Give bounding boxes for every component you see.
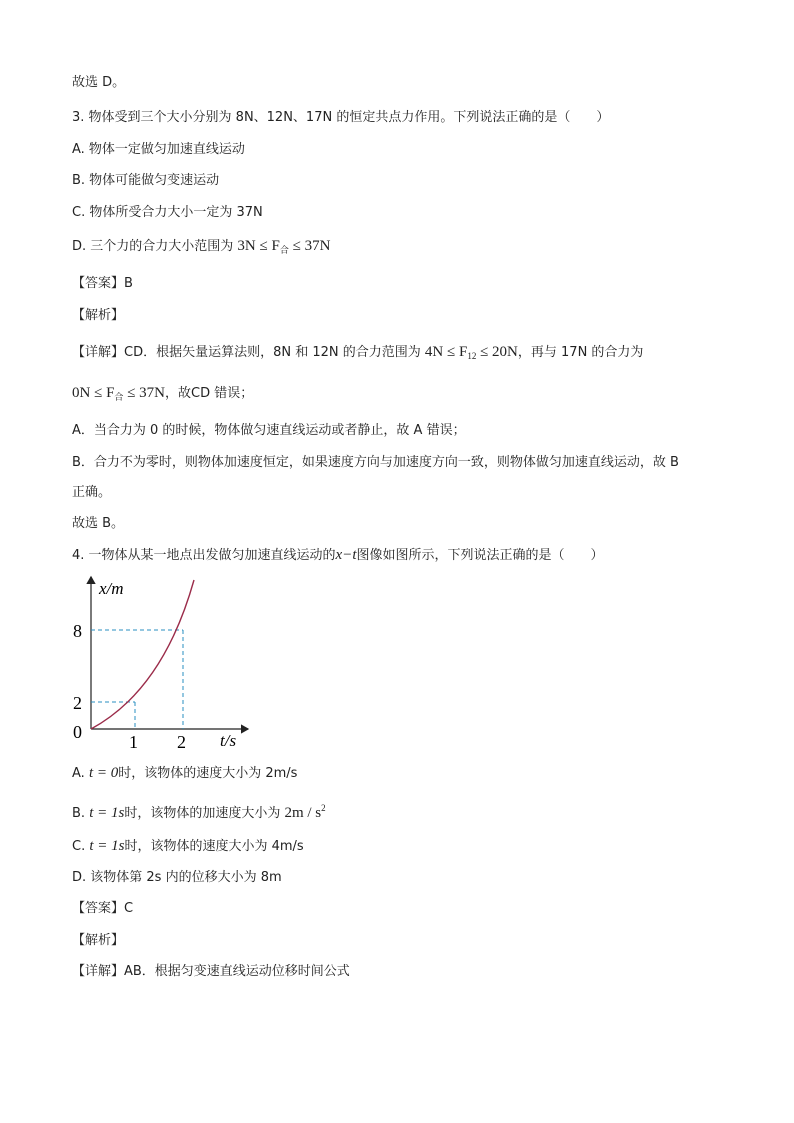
x-axis-label: t/s (220, 731, 237, 750)
y-tick-8: 8 (73, 621, 82, 641)
y-tick-2: 2 (73, 693, 82, 713)
q3-conclusion: 故选 B。 (72, 516, 125, 531)
q4-option-d: D. 该物体第 2s 内的位移大小为 8m (72, 870, 282, 885)
prev-conclusion: 故选 D。 (72, 75, 126, 90)
q3-detail-line-2: $0N \le F_合 \le 37N$，故CD 错误； (72, 385, 254, 402)
q3-detail-line-4: B．合力不为零时，则物体加速度恒定，如果速度方向与加速度方向一致，则物体做匀加速直线运动，故 B (72, 455, 679, 470)
q4-option-b: B. t = 1s时，该物体的加速度大小为 $2m / s^2$ (72, 803, 326, 821)
xt-graph (68, 572, 258, 752)
q3-option-c: C. 物体所受合力大小一定为 37N (72, 205, 263, 220)
xt-curve (91, 580, 194, 729)
q4-analysis-label: 【解析】 (72, 933, 125, 948)
q3-option-d: D. 三个力的合力大小范围为 $3N \le F_合 \le 37N$ (72, 238, 331, 255)
q4-detail: 【详解】AB．根据匀变速直线运动位移时间公式 (72, 964, 350, 979)
q3-option-b: B. 物体可能做匀变速运动 (72, 173, 220, 188)
x-tick-2: 2 (177, 732, 186, 752)
q3-analysis-label: 【解析】 (72, 308, 125, 323)
q3-detail-line-1: 【详解】CD．根据矢量运算法则，8N 和 12N 的合力范围为 $4N \le F_{12} \le 20N$，再与 17N 的合力为 (72, 344, 644, 361)
q3-answer: 【答案】B (72, 276, 133, 291)
q4-stem: 4. 一物体从某一地点出发做匀加速直线运动的x−t图像如图所示，下列说法正确的是（ ） (72, 547, 604, 563)
q4-option-c: C. t = 1s时，该物体的速度大小为 4m/s (72, 838, 304, 854)
q3-stem: 3. 物体受到三个大小分别为 8N、12N、17N 的恒定共点力作用。下列说法正确的是（ ） (72, 110, 610, 125)
q3-detail-line-3: A．当合力为 0 的时候，物体做匀速直线运动或者静止，故 A 错误； (72, 423, 466, 438)
q3-detail-line-5: 正确。 (72, 485, 112, 500)
y-axis-label: x/m (99, 579, 124, 598)
x-tick-1: 1 (129, 732, 138, 752)
q3-option-a: A. 物体一定做匀加速直线运动 (72, 142, 245, 157)
q4-option-a: A. t = 0时，该物体的速度大小为 2m/s (72, 765, 298, 781)
origin-label: 0 (73, 722, 82, 742)
q4-answer: 【答案】C (72, 901, 134, 916)
